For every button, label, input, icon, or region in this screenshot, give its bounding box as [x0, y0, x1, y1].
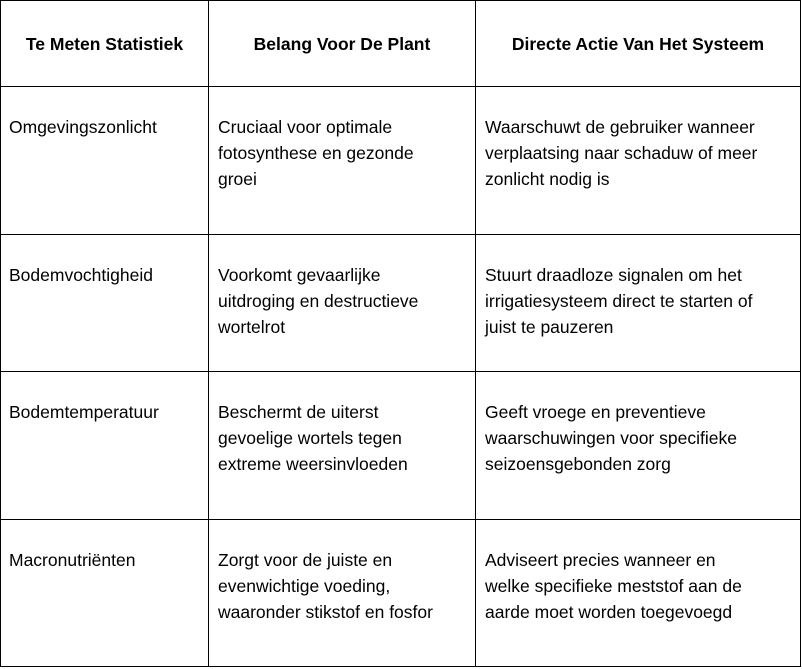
- text-line: fotosynthese en gezonde: [218, 143, 414, 163]
- text-line: aarde moet worden toegevoegd: [485, 602, 733, 622]
- text-line: welke specifieke meststof aan de: [485, 576, 742, 596]
- statistic-label: Omgevingszonlicht: [9, 117, 157, 137]
- statistic-label: Bodemtemperatuur: [9, 402, 159, 422]
- cell-statistic: [9, 235, 207, 288]
- text-line: extreme weersinvloeden: [218, 454, 408, 474]
- text-line: Zorgt voor de juiste en: [218, 550, 393, 570]
- text-line: evenwichtige voeding,: [218, 576, 391, 596]
- text-line: wortelrot: [218, 317, 286, 337]
- text-line: Adviseert precies wanneer en: [485, 550, 716, 570]
- cell-importance: [218, 87, 474, 192]
- header-cell-statistic: [1, 1, 208, 86]
- column-divider: [475, 1, 476, 666]
- header-label: Te Meten Statistiek: [25, 33, 184, 54]
- header-cell-importance: [209, 1, 475, 86]
- text-line: verplaatsing naar schaduw of meer: [485, 143, 758, 163]
- cell-action: [485, 87, 800, 192]
- cell-action: [485, 372, 800, 477]
- text-line: waaronder stikstof en fosfor: [218, 602, 433, 622]
- text-line: zonlicht nodig is: [485, 169, 610, 189]
- header-cell-action: [476, 1, 800, 86]
- text-line: Geeft vroege en preventieve: [485, 402, 706, 422]
- header-label: Directe Actie Van Het Systeem: [511, 33, 765, 54]
- text-line: Waarschuwt de gebruiker wanneer: [485, 117, 755, 137]
- text-line: seizoensgebonden zorg: [485, 454, 671, 474]
- text-line: juist te pauzeren: [485, 317, 614, 337]
- cell-action: [485, 520, 800, 625]
- text-line: Cruciaal voor optimale: [218, 117, 393, 137]
- text-line: Voorkomt gevaarlijke: [218, 265, 381, 285]
- statistic-label: Macronutriënten: [9, 550, 136, 570]
- cell-importance: [218, 520, 474, 625]
- cell-statistic: [9, 87, 207, 140]
- cell-importance: [218, 235, 474, 340]
- text-line: waarschuwingen voor specifieke: [485, 428, 737, 448]
- cell-statistic: [9, 520, 207, 573]
- text-line: Stuurt draadloze signalen om het: [485, 265, 742, 285]
- header-label: Belang Voor De Plant: [253, 33, 431, 54]
- text-line: Beschermt de uiterst: [218, 402, 379, 422]
- text-line: uitdroging en destructieve: [218, 291, 419, 311]
- text-line: gevoelige wortels tegen: [218, 428, 402, 448]
- statistic-label: Bodemvochtigheid: [9, 265, 153, 285]
- cell-importance: [218, 372, 474, 477]
- cell-action: [485, 235, 800, 340]
- column-divider: [208, 1, 209, 666]
- text-line: irrigatiesysteem direct te starten of: [485, 291, 753, 311]
- text-line: groei: [218, 169, 257, 189]
- cell-statistic: [9, 372, 207, 425]
